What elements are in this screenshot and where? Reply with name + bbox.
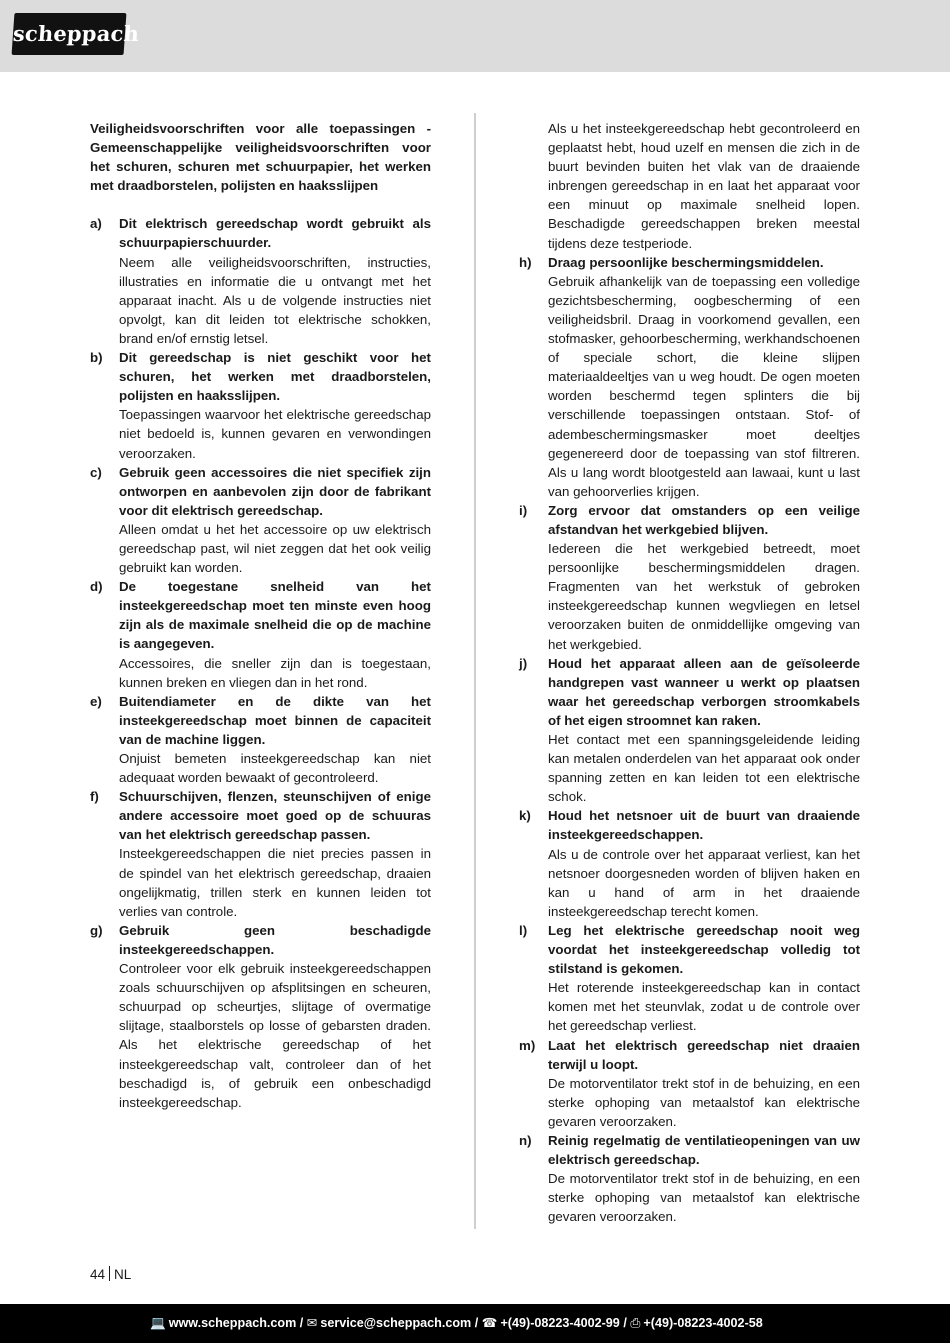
item-body: Controleer voor elk gebruik insteekgereedschappen zoals schuurschijven op afsplitsingen en scheuren, schuurpad op scheurtjes, slijtage of overmatige slijtage, staalborstels op losse of gebarsten draden. Als het elektrische gereedschap of het insteekgereedschap valt, controleer dan of het beschadigd is, of gebruik een onbeschadigd insteekgereedschap. (119, 961, 431, 1110)
safety-item (519, 921, 860, 1036)
contact-line (150, 1304, 910, 1343)
item-body: Het contact met een spanningsgeleidende leiding kan metalen onderdelen van het apparaat ook onder spanning zetten en kan leiden tot een elektrische schok. (548, 732, 860, 805)
safety-item (519, 501, 860, 654)
item-heading: Gebruik geen beschadigde insteekgereedschappen. (119, 922, 431, 957)
page-header (0, 0, 950, 72)
item-heading: Dit elektrisch gereedschap wordt gebruikt als schuurpapierschuurder. (119, 216, 431, 251)
item-heading: Reinig regelmatig de ventilatieopeningen van uw elektrisch gereedschap. (548, 1132, 860, 1168)
item-body: Onjuist bemeten insteekgereedschap kan niet adequaat worden bewaakt of gecontroleerd. (119, 751, 431, 786)
item-body: Neem alle veiligheidsvoorschriften, instructies, illustraties en informatie die u ontvangt met het apparaat inacht. Als u de volgende instructies niet opvolgt, kan dit leiden tot elektrische schokken, brand en/of ernstig letsel. (119, 254, 431, 346)
item-heading: Draag persoonlijke beschermingsmiddelen. (548, 254, 824, 270)
item-letter: n) (519, 1132, 532, 1148)
phone-number: +(49)-08223-4002-99 / (500, 1316, 627, 1330)
safety-item (90, 214, 431, 348)
left-column (90, 119, 431, 1112)
item-heading: Zorg ervoor dat omstanders op een veilige afstandvan het werkgebied blijven. (548, 502, 860, 537)
item-heading: Laat het elektrisch gereedschap niet draaien terwijl u loopt. (548, 1037, 860, 1072)
contact-footer (0, 1304, 950, 1343)
item-heading: Buitendiameter en de dikte van het insteekgereedschap moet binnen de capaciteit van de machine liggen. (119, 693, 431, 747)
item-heading: Dit gereedschap is niet geschikt voor het schuren, het werken met draadborstelen, polijsten en haaksslijpen. (119, 350, 431, 404)
fax-number: +(49)-08223-4002-58 (643, 1316, 763, 1330)
page-number-separator (109, 1266, 110, 1281)
item-body: Accessoires, die sneller zijn dan is toegestaan, kunnen breken en vliegen dan in het rond. (119, 655, 431, 690)
safety-item (519, 806, 860, 921)
item-letter: l) (519, 922, 528, 938)
item-letter: b) (90, 350, 103, 366)
email-icon: ✉ (306, 1316, 318, 1330)
item-body: Insteekgereedschappen die niet precies passen in de spindel van het elektrisch gereedschap, draaien ongelijkmatig, trillen sterk en kunnen leiden tot verlies van controle. (119, 846, 431, 919)
safety-item (90, 577, 431, 692)
section-heading: Veiligheidsvoorschriften voor alle toepassingen - Gemeenschappelijke veiligheidsvoorschriften voor het schuren, schuren met schuurpapier, het werken met draadborstelen, polijsten en haaksslijpen (90, 121, 431, 194)
brand-logo: scheppach (12, 13, 127, 55)
item-heading: Schuurschijven, flenzen, steunschijven of enige andere accessoire moet goed op de schuuras van het elektrisch gereedschap passen. (119, 789, 431, 843)
page-language: NL (114, 1267, 132, 1282)
safety-item (90, 692, 431, 787)
fax-icon: ⎙ (630, 1316, 641, 1330)
phone-icon: ☎ (481, 1316, 498, 1330)
safety-item (90, 463, 431, 578)
right-item-list (519, 253, 860, 1227)
item-letter: e) (90, 693, 102, 709)
item-body: Iedereen die het werkgebied betreedt, moet persoonlijke beschermingsmiddelen dragen. Fragmenten van het werkstuk of gebroken insteekgereedschap kunnen wegvliegen en letsel veroorzaken buiten de onmiddellijke omgeving van het werkgebied. (548, 541, 860, 652)
item-letter: d) (90, 579, 103, 595)
safety-item (90, 921, 431, 1112)
item-heading: Leg het elektrische gereedschap nooit weg voordat het insteekgereedschap volledig tot stilstand is gekomen. (548, 922, 860, 977)
column-divider (474, 113, 476, 1229)
item-body: Toepassingen waarvoor het elektrische gereedschap niet bedoeld is, kunnen gevaren en verwondingen veroorzaken. (119, 407, 431, 461)
email-link[interactable]: service@scheppach.com / (320, 1316, 479, 1330)
right-column (519, 119, 860, 1226)
item-letter: a) (90, 216, 102, 232)
item-heading: Houd het apparaat alleen aan de geïsoleerde handgrepen vast wanneer u werkt op plaatsen waar het gereedschap verborgen stroomkabels of het eigen stroomnet kan raken. (548, 655, 860, 728)
item-letter: f) (90, 789, 99, 805)
item-letter: g) (90, 922, 103, 938)
item-heading: De toegestane snelheid van het insteekgereedschap moet ten minste even hoog zijn als de maximale snelheid die op de machine is aangegeven. (119, 579, 431, 652)
continuation-paragraph: Als u het insteekgereedschap hebt gecontroleerd en geplaatst hebt, houd uzelf en mensen die zich in de buurt bevinden buiten het vlak van de draaiende inbrengen gereedschap in en laat het apparaat voor een minuut op maximale snelheid lopen. Beschadigde gereedschappen breken meestal tijdens deze testperiode. (548, 121, 860, 251)
safety-item (519, 253, 860, 501)
page-number: 44 (90, 1267, 106, 1282)
item-heading: Gebruik geen accessoires die niet specifiek zijn ontworpen en aanbevolen zijn door de fabrikant voor dit elektrisch gereedschap. (119, 464, 431, 518)
safety-item (90, 787, 431, 921)
item-letter: c) (90, 464, 102, 480)
item-letter: i) (519, 502, 528, 518)
item-heading: Houd het netsnoer uit de buurt van draaiende insteekgereedschappen. (548, 808, 860, 843)
item-letter: k) (519, 808, 531, 824)
safety-item (90, 348, 431, 463)
item-letter: m) (519, 1037, 536, 1053)
page-footer-number (90, 1266, 131, 1283)
website-link[interactable]: www.scheppach.com / (168, 1316, 304, 1330)
safety-item (519, 1131, 860, 1226)
item-letter: h) (519, 254, 532, 270)
item-letter: j) (519, 655, 528, 671)
left-item-list (90, 214, 431, 1111)
safety-item (519, 1036, 860, 1131)
computer-icon: 💻 (150, 1316, 166, 1330)
item-body: De motorventilator trekt stof in de behuizing, en een sterke ophoping van metaalstof kan elektrische gevaren veroorzaken. (548, 1171, 860, 1225)
item-body: Alleen omdat u het het accessoire op uw elektrisch gereedschap past, wil niet zeggen dat het ook veilig gebruikt kan worden. (119, 521, 431, 576)
item-body: Het roterende insteekgereedschap kan in contact komen met het steunvlak, zodat u de controle over het gereedschap verliest. (548, 980, 860, 1034)
item-body: De motorventilator trekt stof in de behuizing, en een sterke ophoping van metaalstof kan elektrische gevaren veroorzaken. (548, 1075, 860, 1129)
item-body: Gebruik afhankelijk van de toepassing een volledige gezichtsbescherming, oogbescherming of een veiligheidsbril. Draag in voorkomend gevallen, een stofmasker, gehoorbescherming, werkhandschoenen of speciale schort, die kleine slijpen materiaaldeeltjes van u weg houdt. De ogen moeten worden beschermd tegen splinters die bij verschillende toepassingen ontstaan. Stof- of adembeschermingsmasker moet deeltjes gegenereerd door de toepassing van stof filtreren. Als u lang wordt blootgesteld aan lawaai, kunt u last van gehoorverlies krijgen. (548, 273, 860, 499)
safety-item (519, 654, 860, 807)
item-body: Als u de controle over het apparaat verliest, kan het netsnoer doorgesneden worden of blijven haken en kan u hand of arm in het draaiende insteekgereedschap terecht komen. (548, 846, 860, 919)
